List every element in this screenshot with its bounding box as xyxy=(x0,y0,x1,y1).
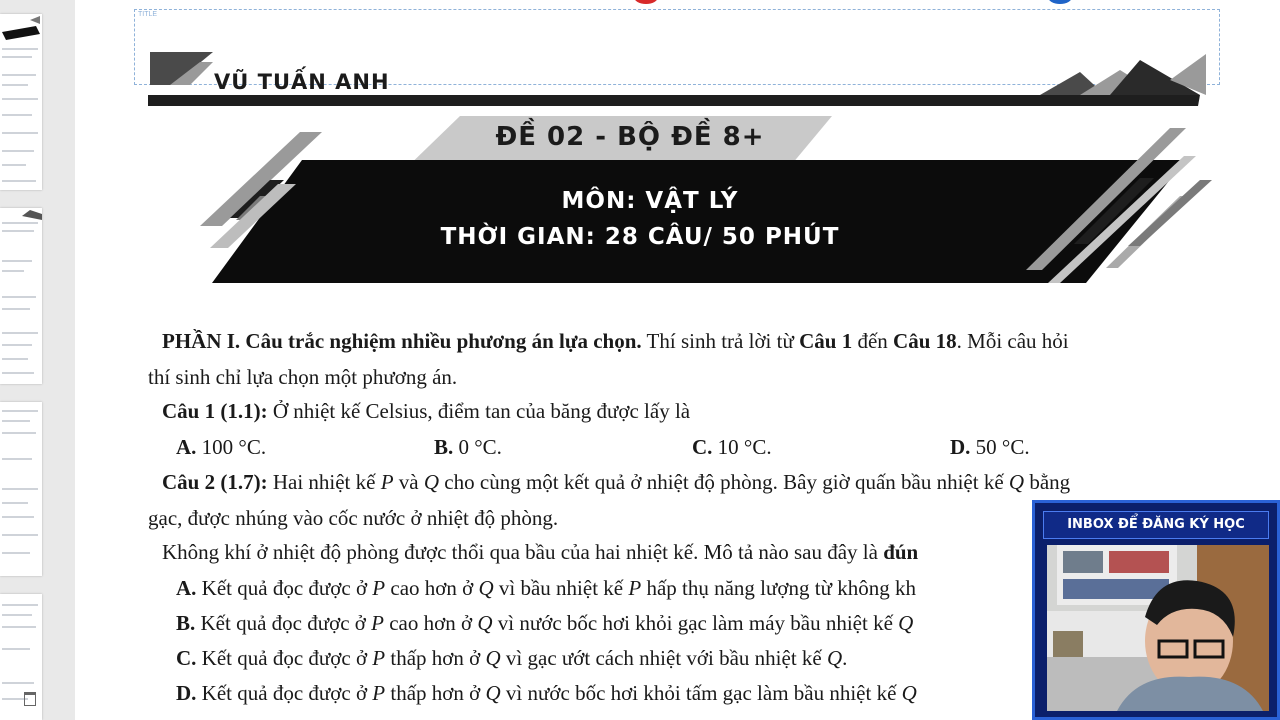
webcam-overlay xyxy=(1032,500,1280,720)
question-1-stem: Câu 1 (1.1): Ở nhiệt kế Celsius, điểm tan của băng được lấy là xyxy=(162,399,691,423)
question-2-option-d: D. Kết quả đọc được ở P thấp hơn ở Q vì nước bốc hơi khỏi tấm gạc làm bầu nhiệt kế Q xyxy=(176,681,917,705)
question-2-stem-line3: Không khí ở nhiệt độ phòng được thổi qua bầu của hai nhiệt kế. Mô tả nào sau đây là đún xyxy=(162,540,919,564)
author-name: VŨ TUẤN ANH xyxy=(214,70,390,94)
question-2-option-c: C. Kết quả đọc được ở P thấp hơn ở Q vì gạc ướt cách nhiệt với bầu nhiệt kế Q. xyxy=(176,646,848,670)
author-underline-bar xyxy=(148,95,1200,106)
question-1-option-c: C. 10 °C. xyxy=(692,435,772,459)
question-2-label: Câu 2 (1.7): xyxy=(162,470,268,494)
signup-banner: INBOX ĐỂ ĐĂNG KÝ HỌC xyxy=(1043,511,1269,539)
question-2-stem-line2: gạc, được nhúng vào cốc nước ở nhiệt độ phòng. xyxy=(148,506,559,530)
trash-icon[interactable] xyxy=(24,692,36,706)
part1-instructions-line2: thí sinh chỉ lựa chọn một phương án. xyxy=(148,365,458,389)
exam-title: ĐỀ 02 - BỘ ĐỀ 8+ xyxy=(495,122,765,152)
subject-line: MÔN: VẬT LÝ xyxy=(561,188,739,214)
title-placeholder-label: TITLE xyxy=(138,11,158,18)
question-range-start: Câu 1 xyxy=(799,329,853,353)
presenter-image xyxy=(1047,545,1269,711)
question-range-end: Câu 18 xyxy=(893,329,957,353)
question-2-option-a: A. Kết quả đọc được ở P cao hơn ở Q vì bầu nhiệt kế P hấp thụ năng lượng từ không kh xyxy=(176,576,916,600)
question-2-option-b: B. Kết quả đọc được ở P cao hơn ở Q vì nước bốc hơi khỏi gạc làm máy bầu nhiệt kế Q xyxy=(176,611,914,635)
webcam-video xyxy=(1047,545,1269,711)
part1-instructions-line1: PHẦN I. Câu trắc nghiệm nhiều phương án lựa chọn. Thí sinh trả lời từ Câu 1 đến Câu 18. Mỗi câu hỏi xyxy=(162,329,1069,353)
question-1-option-a: A. 100 °C. xyxy=(176,435,267,459)
question-2-stem-line1: Câu 2 (1.7): Hai nhiệt kế P và Q cho cùng một kết quả ở nhiệt độ phòng. Bây giờ quấn bầu nhiệt kế Q bằng xyxy=(162,470,1071,494)
question-1-option-d: D. 50 °C. xyxy=(950,435,1030,459)
question-1-label: Câu 1 (1.1): xyxy=(162,399,268,423)
part1-title: PHẦN I. Câu trắc nghiệm nhiều phương án lựa chọn. xyxy=(162,329,642,353)
time-line: THỜI GIAN: 28 CÂU/ 50 PHÚT xyxy=(440,224,840,250)
question-1-option-b: B. 0 °C. xyxy=(434,435,502,459)
page-thumbnail-3[interactable] xyxy=(0,402,42,576)
